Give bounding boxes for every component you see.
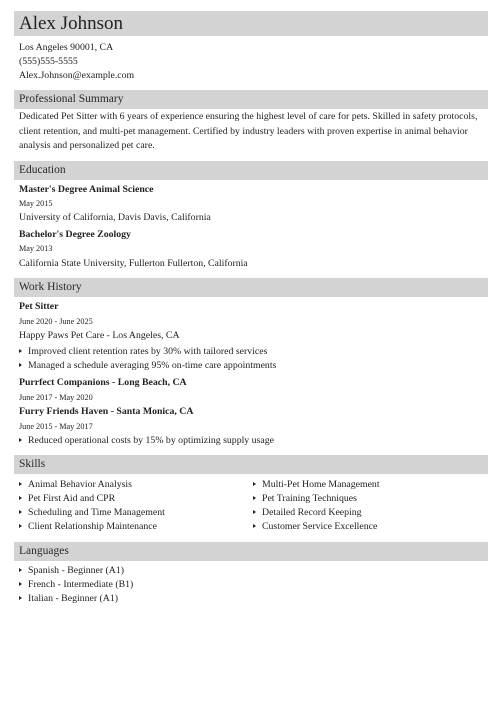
contact-email: Alex.Johnson@example.com bbox=[19, 70, 135, 81]
skill-text: Client Relationship Maintenance bbox=[28, 521, 157, 532]
summary-line: Dedicated Pet Sitter with 6 years of experience ensuring the highest level of care for pets. Skilled in safety protocols, bbox=[19, 111, 478, 122]
job-bullet-text: Reduced operational costs by 15% by optimizing supply usage bbox=[28, 435, 274, 446]
job-title: Pet Sitter bbox=[19, 301, 59, 312]
language-text: French - Intermediate (B1) bbox=[28, 579, 134, 590]
skill-item bbox=[253, 492, 357, 505]
education-degree: Master's Degree Animal Science bbox=[19, 184, 154, 195]
bullet-marker-icon bbox=[19, 363, 22, 367]
skill-item bbox=[253, 520, 377, 533]
skill-item bbox=[19, 520, 157, 533]
bullet-marker-icon bbox=[19, 438, 22, 442]
skills-section-header bbox=[14, 455, 488, 474]
education-school: California State University, Fullerton Fullerton, California bbox=[19, 258, 248, 269]
skill-text: Multi-Pet Home Management bbox=[262, 479, 380, 490]
skill-text: Detailed Record Keeping bbox=[262, 507, 362, 518]
bullet-marker-icon bbox=[253, 482, 256, 486]
education-date: May 2013 bbox=[19, 244, 53, 253]
bullet-marker-icon bbox=[19, 510, 22, 514]
job-bullet-text: Managed a schedule averaging 95% on-time care appointments bbox=[28, 360, 277, 371]
job-dates: June 2017 - May 2020 bbox=[19, 393, 93, 402]
summary-section-header bbox=[14, 90, 488, 109]
skill-text: Pet First Aid and CPR bbox=[28, 493, 116, 504]
job-title: Purrfect Companions - Long Beach, CA bbox=[19, 377, 187, 388]
bullet-marker-icon bbox=[19, 568, 22, 572]
education-section-title: Education bbox=[19, 164, 66, 176]
skill-item bbox=[19, 506, 165, 519]
bullet-marker-icon bbox=[253, 524, 256, 528]
job-company: Happy Paws Pet Care - Los Angeles, CA bbox=[19, 330, 180, 341]
language-text: Italian - Beginner (A1) bbox=[28, 593, 119, 604]
skill-text: Scheduling and Time Management bbox=[28, 507, 165, 518]
contact-phone: (555)555-5555 bbox=[19, 56, 78, 67]
skill-item bbox=[253, 506, 362, 519]
skill-text: Animal Behavior Analysis bbox=[28, 479, 132, 490]
skill-text: Pet Training Techniques bbox=[262, 493, 357, 504]
education-school: University of California, Davis Davis, California bbox=[19, 212, 211, 223]
languages-section-header bbox=[14, 542, 488, 561]
bullet-marker-icon bbox=[19, 496, 22, 500]
skill-item bbox=[19, 478, 132, 491]
job-title: Furry Friends Haven - Santa Monica, CA bbox=[19, 406, 194, 417]
contact-address: Los Angeles 90001, CA bbox=[19, 42, 114, 53]
summary-line: analysis and personalized pet care. bbox=[19, 140, 155, 151]
skill-item bbox=[19, 492, 115, 505]
bullet-marker-icon bbox=[19, 524, 22, 528]
bullet-marker-icon bbox=[19, 482, 22, 486]
job-dates: June 2015 - May 2017 bbox=[19, 422, 93, 431]
language-item bbox=[19, 578, 133, 591]
job-bullet bbox=[19, 434, 274, 447]
language-item bbox=[19, 564, 124, 577]
skills-section-title: Skills bbox=[19, 458, 46, 470]
summary-text bbox=[19, 110, 489, 154]
candidate-name: Alex Johnson bbox=[19, 13, 123, 34]
languages-section-title: Languages bbox=[19, 545, 69, 557]
summary-section-title: Professional Summary bbox=[19, 93, 124, 105]
bullet-marker-icon bbox=[19, 596, 22, 600]
job-dates: June 2020 - June 2025 bbox=[19, 317, 93, 326]
bullet-marker-icon bbox=[253, 510, 256, 514]
bullet-marker-icon bbox=[253, 496, 256, 500]
education-date: May 2015 bbox=[19, 199, 53, 208]
job-bullet bbox=[19, 359, 276, 372]
job-bullet-text: Improved client retention rates by 30% with tailored services bbox=[28, 346, 268, 357]
work-section-title: Work History bbox=[19, 281, 82, 293]
bullet-marker-icon bbox=[19, 582, 22, 586]
work-section-header bbox=[14, 278, 488, 297]
summary-line: client retention, and multi-pet management. Certified by industry leaders with proven expertise in animal behavior bbox=[19, 125, 468, 137]
education-degree: Bachelor's Degree Zoology bbox=[19, 229, 131, 240]
education-section-header bbox=[14, 161, 488, 180]
language-text: Spanish - Beginner (A1) bbox=[28, 565, 125, 576]
skill-item bbox=[253, 478, 380, 491]
bullet-marker-icon bbox=[19, 349, 22, 353]
skill-text: Customer Service Excellence bbox=[262, 521, 378, 532]
job-bullet bbox=[19, 345, 267, 358]
name-header bbox=[14, 11, 488, 36]
language-item bbox=[19, 592, 118, 605]
